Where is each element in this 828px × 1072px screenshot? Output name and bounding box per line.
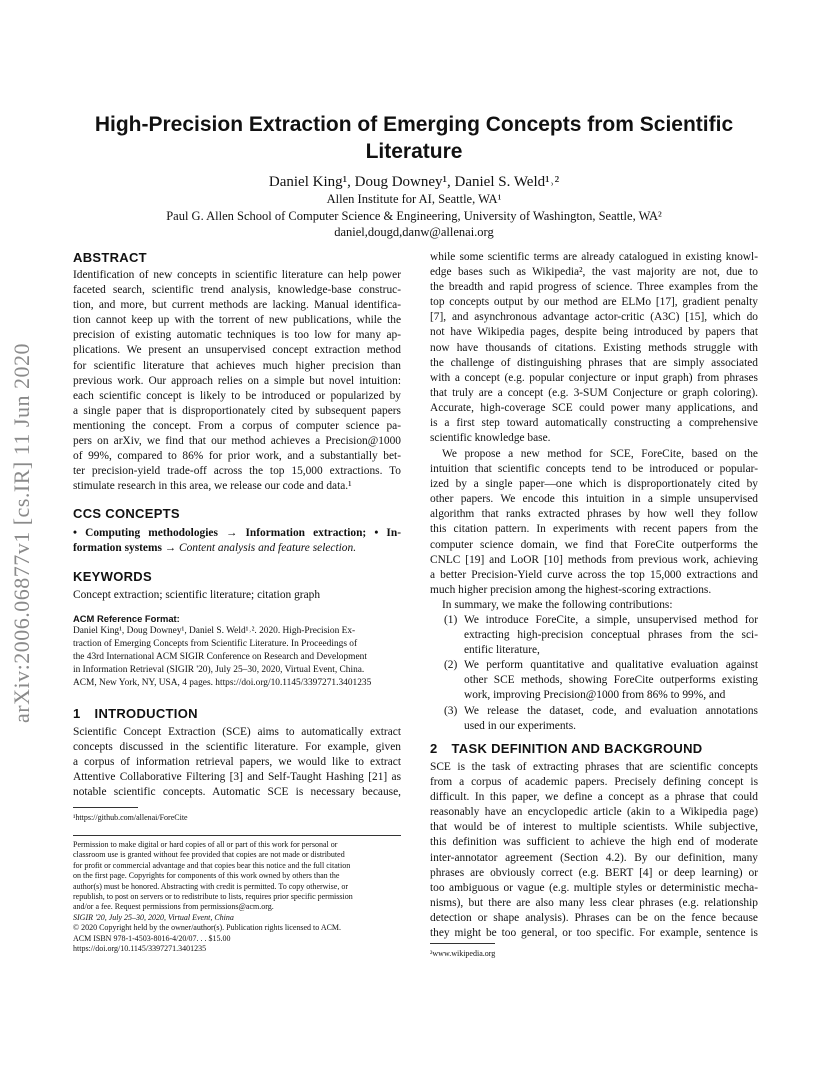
acm-reference-line: the 43rd International ACM SIGIR Conference on Research and Development	[73, 652, 367, 662]
intro-heading: 1 INTRODUCTION	[73, 706, 198, 721]
arxiv-identifier: arXiv:2006.06877v1 [cs.IR] 11 Jun 2020	[9, 343, 34, 723]
section2-line: difficult. In this paper, we define a concept as a phrase that could	[430, 791, 758, 804]
affiliation-ai2: Allen Institute for AI, Seattle, WA¹	[326, 192, 502, 206]
author-list: Daniel King¹, Doug Downey¹, Daniel S. Weld¹˒²	[268, 174, 560, 190]
paragraph-line: the breadth and rapid progress of science. Three examples from the	[430, 281, 758, 294]
section2-heading: 2 TASK DEFINITION AND BACKGROUND	[430, 741, 703, 756]
keywords-heading: KEYWORDS	[73, 569, 152, 584]
permission-rule	[73, 835, 401, 836]
intro-line: concepts discussed in the scientific literature. For example, given	[73, 741, 401, 754]
abstract-line: Identification of new concepts in scientific literature can help power	[73, 269, 401, 281]
permission-line: © 2020 Copyright held by the owner/author(s). Publication rights licensed to ACM.	[73, 923, 342, 933]
abstract-line: previous work. Our approach relies on a simple but novel intuition:	[73, 374, 401, 387]
footnote-1	[73, 813, 401, 823]
paragraph-line: computer science domain, we find that ForeCite outperforms the	[430, 538, 758, 551]
acm-reference-line: traction of Emerging Concepts from Scientific Literature. In Proceedings of	[73, 639, 358, 649]
contribution-paragraph	[430, 447, 758, 598]
abstract-body	[73, 268, 401, 494]
abstract-line: mentioning the concept. From a corpus of computer science pa-	[73, 419, 401, 432]
section2-line: SCE is the task of extracting phrases that are scientific concepts	[430, 761, 758, 773]
abstract-line: for scientific literature that achieves much higher precision than	[73, 359, 401, 372]
paragraph-line: with a concept (e.g. popular conjecture or input graph) from phrases	[430, 371, 758, 384]
acm-reference-line: Daniel King¹, Doug Downey¹, Daniel S. Weld¹˒². 2020. High-Precision Ex-	[73, 626, 356, 636]
paper-title-line2: Literature	[365, 140, 463, 163]
paragraph-line: algorithm that ranks extracted phrases by how well they follow	[430, 508, 758, 521]
list-marker: (2)	[444, 659, 458, 672]
abstract-heading: ABSTRACT	[73, 250, 147, 265]
permission-line: author(s) must be honored. Abstracting with credit is permitted. To copy otherwise, or	[73, 881, 349, 891]
paragraph-line: intuition that scientific concepts tend to be introduced or popular-	[430, 463, 758, 476]
paragraph-line: is a first step toward automatically constructing a comprehensive	[430, 417, 758, 430]
paragraph-line: Accurate, high-coverage SCE could power many applications, and	[430, 401, 758, 414]
summary-line	[430, 598, 758, 613]
footnote-1-text: ¹https://github.com/allenai/ForeCite	[73, 813, 188, 822]
permission-line: classroom use is granted without fee provided that copies are not made or distributed	[73, 850, 345, 860]
paragraph-line: this citation pattern. In experiments with recent papers from the	[430, 523, 758, 536]
footnote-rule-right	[430, 943, 495, 944]
paragraph-line: We propose a new method for SCE, ForeCite, based on the	[442, 448, 758, 460]
paragraph-line: edge bases such as Wikipedia², the vast majority are not, due to	[430, 266, 758, 279]
author-emails: daniel,dougd,danw@allenai.org	[334, 225, 494, 239]
abstract-line: precision of existing automatic techniques is too low for many ap-	[73, 329, 401, 342]
section2-body	[430, 760, 758, 941]
contribution-line: used in our experiments.	[464, 719, 576, 732]
abstract-line: of 99%, compared to 86% for prior work, and a substantially bet-	[73, 450, 401, 463]
contribution-line: We introduce ForeCite, a simple, unsupervised method for	[464, 614, 758, 626]
intro-line: Scientific Concept Extraction (SCE) aims to automatically extract	[73, 726, 401, 738]
keywords-text: Concept extraction; scientific literature; citation graph	[73, 589, 321, 601]
list-marker: (3)	[444, 704, 458, 717]
section2-line: they might be too general, or too specific. For example, sentence is	[430, 927, 758, 940]
acm-reference-body	[73, 625, 401, 688]
permission-line: on the first page. Copyrights for components of this work owned by others than the	[73, 871, 340, 881]
acm-reference	[73, 612, 401, 688]
abstract-line: a single paper that is disproportionately cited by subsequent papers	[73, 404, 401, 417]
ccs-body	[73, 526, 401, 556]
contribution-line: We release the dataset, code, and evaluation annotations	[464, 704, 758, 717]
contribution-line: We perform quantitative and qualitative evaluation against	[464, 659, 758, 672]
acm-reference-line: ACM, New York, NY, USA, 4 pages. https://doi.org/10.1145/3397271.3401235	[73, 678, 372, 688]
contribution-item	[444, 613, 758, 658]
contribution-line: entific literature,	[464, 644, 540, 657]
section2-line: that would be of interest to multiple scientists. While subjective,	[430, 821, 758, 834]
intro-line: Attentive Collaborative Filtering [3] and Self-Taught Hashing [21] as	[73, 771, 401, 784]
contributions-list	[444, 613, 758, 734]
permission-line: and/or a fee. Request permissions from permissions@acm.org.	[73, 902, 274, 912]
permission-line: republish, to post on servers or to redistribute to lists, requires prior specific permission	[73, 891, 353, 901]
list-marker: (1)	[444, 614, 458, 626]
permission-line: for profit or commercial advantage and that copies bear this notice and the full citation	[73, 860, 351, 870]
section2-line: too ambiguous or vague (e.g. multiple styles or deterministic mecha-	[430, 881, 758, 894]
abstract-line: stimulate research in this area, we release our code and data.¹	[73, 480, 352, 493]
section2-line: reasonably have an encyclopedic article (akin to a Wikipedia page)	[430, 806, 758, 819]
paragraph-line: that truly are a concept (e.g. 3-SUM Conjecture or graph coloring).	[430, 386, 758, 399]
keywords-body	[73, 588, 401, 603]
paragraph-line: the challenge of distinguishing phrases that are simply associated	[430, 356, 758, 369]
abstract-line: ter precision-yield trade-off across the top 15,000 extractions. To	[73, 465, 401, 478]
contribution-item	[444, 658, 758, 703]
contribution-item	[444, 704, 758, 734]
intro-line: a corpus of information retrieval papers, we would like to extract	[73, 756, 401, 769]
acm-reference-line: in Information Retrieval (SIGIR '20), July 25–30, 2020, Virtual Event, China.	[73, 665, 365, 675]
paper-title	[60, 111, 768, 165]
paragraph-line: ized by a single paper—one which is disproportionately cited by	[430, 478, 758, 491]
paragraph-line: while some scientific terms are already catalogued in existing knowl-	[430, 251, 758, 263]
permission-line: SIGIR '20, July 25–30, 2020, Virtual Event, China	[73, 912, 234, 922]
affiliation-uw: Paul G. Allen School of Computer Science & Engineering, University of Washington, Seattle, WA²	[166, 208, 662, 223]
paragraph-line: now have thousands of citations. Existing methods struggle with	[430, 341, 758, 354]
abstract-line: plications. We present an unsupervised concept extraction method	[73, 344, 401, 357]
intro-body	[73, 725, 401, 800]
footnote-2-text: ²www.wikipedia.org	[430, 949, 496, 958]
footnote-rule	[73, 807, 138, 808]
paper-title-line1: High-Precision Extraction of Emerging Concepts from Scientific	[94, 113, 734, 136]
permission-line: Permission to make digital or hard copies of all or part of this work for personal or	[73, 840, 338, 849]
affiliations	[60, 191, 768, 241]
section2-line: detection or shape analysis). Phrases can be on the fence because	[430, 911, 758, 924]
contribution-line: extracting high-precision conceptual phrases from the sci-	[464, 629, 758, 642]
footnote-2	[430, 949, 758, 959]
summary-text: In summary, we make the following contributions:	[442, 599, 673, 611]
paragraph-line: a better Precision-Yield curve across the top 15,000 extractions and	[430, 568, 758, 581]
paragraph-line: CNLC [19] and LoOR [10] methods from previous work, achieving	[430, 553, 758, 566]
abstract-line: each scientific concept is likely to be introduced or popularized by	[73, 389, 401, 402]
paragraph-line: scientific knowledge base.	[430, 432, 551, 445]
abstract-line: tion cannot keep up with the torrent of new publications, while the	[73, 314, 401, 327]
acm-reference-heading: ACM Reference Format:	[73, 613, 180, 624]
permission-notice	[73, 840, 401, 954]
intro-continued	[430, 250, 758, 446]
ccs-line1: • Computing methodologies → Information extraction; • In-	[73, 527, 401, 539]
abstract-line: tion, and more, but current methods are lacking. Manual identifica-	[73, 299, 401, 312]
contribution-line: work, improving Precision@1000 from 86% to 99%, and	[464, 689, 726, 702]
abstract-line: pers on arXiv, we find that our method achieves a Precision@1000	[73, 435, 401, 448]
ccs-heading: CCS CONCEPTS	[73, 506, 180, 521]
abstract-line: faceted search, scientific trend analysis, knowledge-base construc-	[73, 284, 401, 297]
permission-line: ACM ISBN 978-1-4503-8016-4/20/07. . . $15.00	[73, 933, 231, 943]
section2-line: from a corpus of academic papers. Precisely defining concept is	[430, 776, 758, 789]
permission-line: https://doi.org/10.1145/3397271.3401235	[73, 943, 207, 953]
ccs-line2: formation systems → Content analysis and feature selection.	[73, 542, 357, 555]
section2-line: phrases are obviously correct (e.g. BERT [4] or deep learning) or	[430, 866, 758, 879]
section2-line: this definition was sufficient to achieve the high end of moderate	[430, 836, 758, 849]
paragraph-line: much higher precision among the highest-scoring extractions.	[430, 583, 712, 596]
intro-line: notable scientific concepts. Automatic SCE is necessary because,	[73, 786, 401, 799]
section2-line: nisms), but there are also many less clear phrases (e.g. relationship	[430, 896, 758, 909]
contribution-line: other SCE methods, showing ForeCite outperforms existing	[464, 674, 758, 687]
paragraph-line: other papers. We encode this intuition in a simple unsupervised	[430, 493, 758, 506]
section2-line: inter-annotator agreement (Section 4.2). By our definition, many	[430, 851, 758, 864]
paragraph-line: [7], and asynchronous advantage actor-critic (A3C) [15], which do	[430, 311, 758, 324]
paragraph-line: not have Wikipedia pages, despite being introduced by papers that	[430, 326, 758, 339]
paragraph-line: top concepts output by our method are ELMo [17], gradient penalty	[430, 296, 758, 309]
